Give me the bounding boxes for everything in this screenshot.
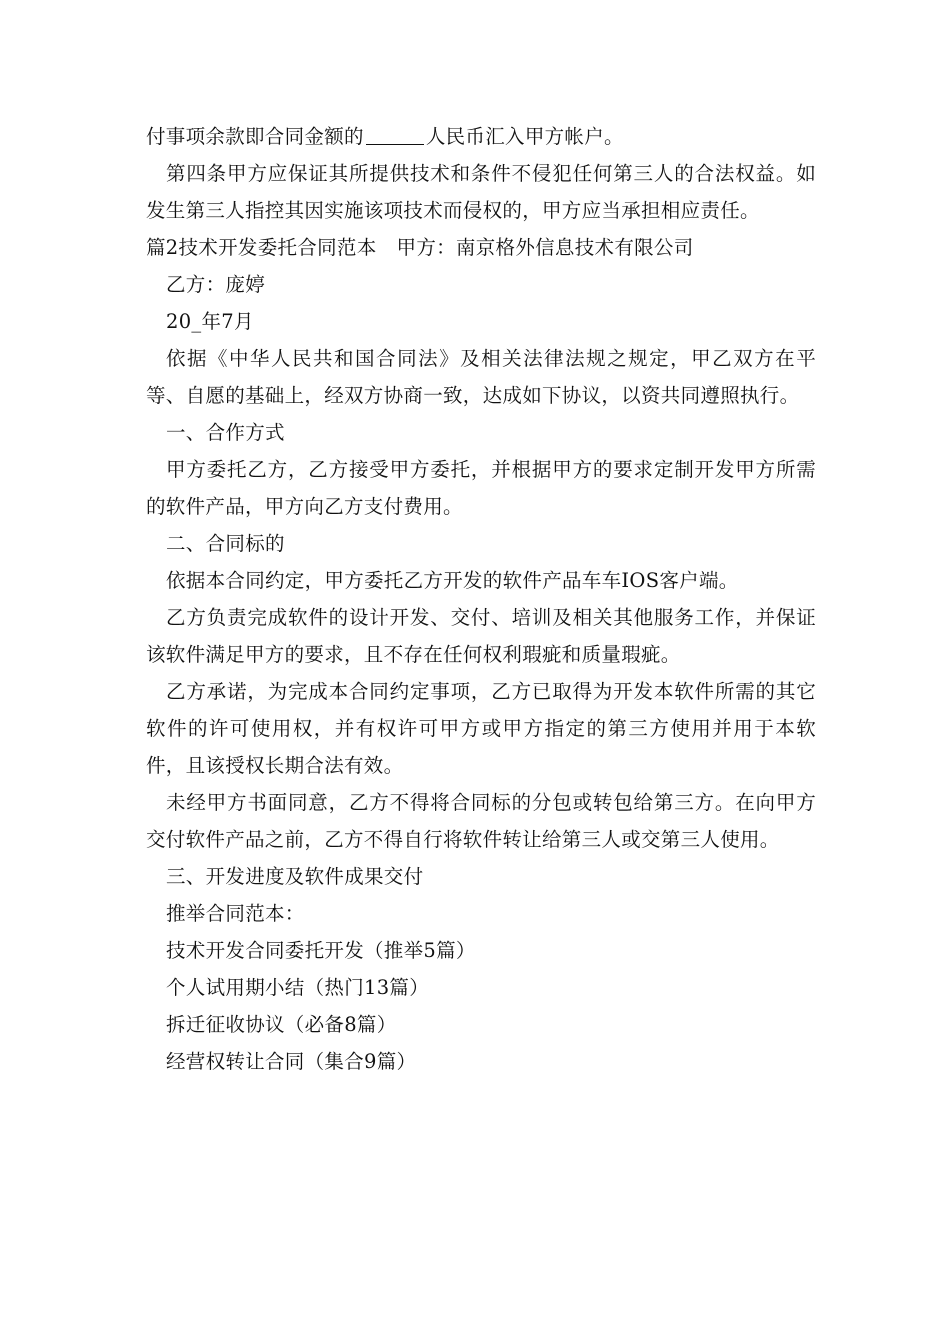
paragraph-heading: 一、合作方式 (166, 421, 285, 444)
recommended-link[interactable]: 拆迁征收协议（必备8篇） (166, 1013, 397, 1036)
paragraph: 乙方：庞婷 (166, 273, 266, 296)
blank-line (366, 122, 424, 145)
paragraph (146, 118, 816, 155)
text: 篇2技术开发委托合同范本 (146, 236, 377, 259)
paragraph-heading: 三、开发进度及软件成果交付 (166, 865, 424, 888)
paragraph-heading: 二、合同标的 (166, 532, 285, 555)
paragraph: 依据《中华人民共和国合同法》及相关法律法规之规定，甲乙双方在平等、自愿的基础上，经双方协商一致，达成如下协议，以资共同遵照执行。 (146, 347, 816, 407)
recommended-link[interactable]: 技术开发合同委托开发（推举5篇） (166, 939, 476, 962)
recommended-link[interactable]: 经营权转让合同（集合9篇） (166, 1050, 417, 1073)
text: 人民币汇入甲方帐户。 (425, 125, 624, 148)
document-body (146, 118, 816, 1080)
recommended-link[interactable]: 个人试用期小结（热门13篇） (166, 976, 430, 999)
paragraph: 推举合同范本： (166, 902, 305, 925)
paragraph: 乙方承诺，为完成本合同约定事项，乙方已取得为开发本软件所需的其它软件的许可使用权，并有权许可甲方或甲方指定的第三方使用并用于本软件，且该授权长期合法有效。 (146, 680, 816, 777)
paragraph: 第四条甲方应保证其所提供技术和条件不侵犯任何第三人的合法权益。如发生第三人指控其因实施该项技术而侵权的，甲方应当承担相应责任。 (146, 162, 816, 222)
section-heading (146, 229, 816, 266)
text: 甲方：南京格外信息技术有限公司 (396, 236, 694, 259)
paragraph: 乙方负责完成软件的设计开发、交付、培训及相关其他服务工作，并保证该软件满足甲方的要求，且不存在任何权利瑕疵和质量瑕疵。 (146, 606, 816, 666)
paragraph: 甲方委托乙方，乙方接受甲方委托，并根据甲方的要求定制开发甲方所需的软件产品，甲方向乙方支付费用。 (146, 458, 816, 518)
paragraph: 依据本合同约定，甲方委托乙方开发的软件产品车车IOS客户端。 (166, 569, 739, 592)
text: 付事项余款即合同金额的 (146, 125, 364, 148)
paragraph: 未经甲方书面同意，乙方不得将合同标的分包或转包给第三方。在向甲方交付软件产品之前，乙方不得自行将软件转让给第三人或交第三人使用。 (146, 791, 816, 851)
paragraph: 20_年7月 (166, 310, 254, 333)
